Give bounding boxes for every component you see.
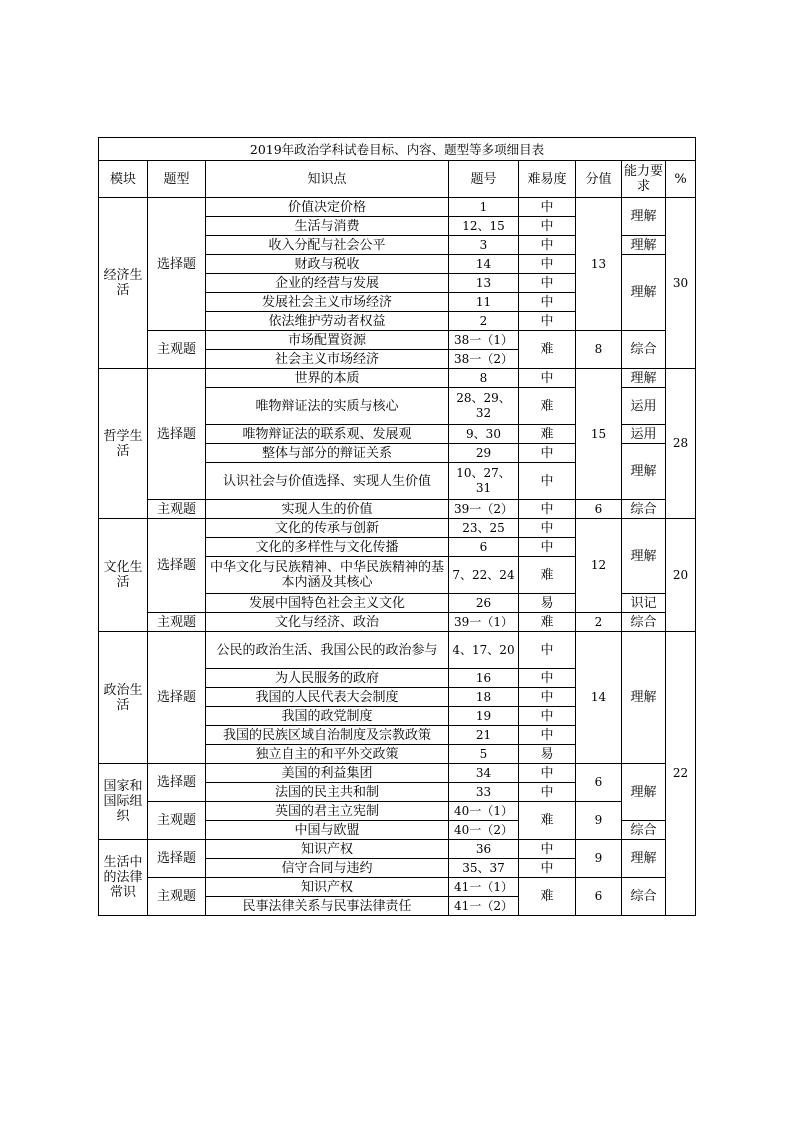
knowledge-cell: 世界的本质 [206,369,449,388]
table-row [99,632,696,669]
difficulty-cell: 中 [519,444,576,463]
score-cell: 13 [576,198,622,331]
difficulty-cell: 难 [519,425,576,444]
knowledge-cell: 企业的经营与发展 [206,274,449,293]
qnum-cell: 18 [449,688,519,707]
qnum-cell: 16 [449,669,519,688]
header-module: 模块 [99,161,148,198]
difficulty-cell: 中 [519,783,576,802]
qnum-cell: 40一（2） [449,821,519,840]
knowledge-cell: 文化与经济、政治 [206,613,449,632]
knowledge-cell: 依法维护劳动者权益 [206,312,449,331]
qtype-cell: 主观题 [148,331,206,369]
knowledge-cell: 英国的君主立宪制 [206,802,449,821]
table-title: 2019年政治学科试卷目标、内容、题型等多项细目表 [99,138,696,161]
difficulty-cell: 难 [519,557,576,594]
difficulty-cell: 中 [519,726,576,745]
difficulty-cell: 中 [519,707,576,726]
qnum-cell: 13 [449,274,519,293]
difficulty-cell: 难 [519,802,576,840]
ability-cell: 理解 [622,632,666,764]
percent-cell: 28 [666,369,696,519]
qnum-cell: 11 [449,293,519,312]
difficulty-cell: 中 [519,369,576,388]
ability-cell: 理解 [622,236,666,255]
qtype-cell: 主观题 [148,613,206,632]
qtype-cell: 主观题 [148,802,206,840]
ability-cell: 运用 [622,388,666,425]
knowledge-cell: 整体与部分的辩证关系 [206,444,449,463]
difficulty-cell: 中 [519,632,576,669]
difficulty-cell: 中 [519,538,576,557]
header-qnum: 题号 [449,161,519,198]
ability-cell: 理解 [622,519,666,594]
score-cell: 9 [576,802,622,840]
qtype-cell: 选择题 [148,840,206,878]
difficulty-cell: 中 [519,840,576,859]
difficulty-cell: 中 [519,236,576,255]
qnum-cell: 40一（1） [449,802,519,821]
ability-cell: 综合 [622,878,666,916]
ability-cell: 理解 [622,369,666,388]
qnum-cell: 3 [449,236,519,255]
qnum-cell: 2 [449,312,519,331]
module-cell: 哲学生活 [99,369,148,519]
score-cell: 9 [576,840,622,878]
knowledge-cell: 唯物辩证法的实质与核心 [206,388,449,425]
difficulty-cell: 难 [519,878,576,916]
module-cell: 生活中的法律常识 [99,840,148,916]
knowledge-cell: 发展社会主义市场经济 [206,293,449,312]
percent-cell: 30 [666,198,696,369]
ability-cell: 综合 [622,500,666,519]
qtype-cell: 选择题 [148,519,206,613]
score-cell: 14 [576,632,622,764]
qnum-cell: 4、17、20 [449,632,519,669]
qnum-cell: 35、37 [449,859,519,878]
knowledge-cell: 我国的人民代表大会制度 [206,688,449,707]
ability-cell: 理解 [622,444,666,500]
percent-cell: 22 [666,632,696,916]
knowledge-cell: 我国的政党制度 [206,707,449,726]
difficulty-cell: 中 [519,519,576,538]
ability-cell: 理解 [622,198,666,236]
knowledge-cell: 法国的民主共和制 [206,783,449,802]
knowledge-cell: 知识产权 [206,840,449,859]
difficulty-cell: 难 [519,331,576,369]
ability-cell: 理解 [622,840,666,878]
difficulty-cell: 难 [519,613,576,632]
difficulty-cell: 中 [519,217,576,236]
knowledge-cell: 文化的多样性与文化传播 [206,538,449,557]
table-row [99,331,696,350]
knowledge-cell: 财政与税收 [206,255,449,274]
qnum-cell: 41一（1） [449,878,519,897]
qnum-cell: 38一（2） [449,350,519,369]
difficulty-cell: 中 [519,669,576,688]
score-cell: 6 [576,764,622,802]
header-knowledge: 知识点 [206,161,449,198]
knowledge-cell: 文化的传承与创新 [206,519,449,538]
difficulty-cell: 中 [519,198,576,217]
table-row [99,519,696,538]
table-row [99,500,696,519]
difficulty-cell: 中 [519,764,576,783]
header-row [99,161,696,198]
header-score: 分值 [576,161,622,198]
knowledge-cell: 收入分配与社会公平 [206,236,449,255]
knowledge-cell: 知识产权 [206,878,449,897]
knowledge-cell: 我国的民族区域自治制度及宗教政策 [206,726,449,745]
qnum-cell: 39一（2） [449,500,519,519]
knowledge-cell: 社会主义市场经济 [206,350,449,369]
table-row [99,764,696,783]
qnum-cell: 5 [449,745,519,764]
score-cell: 6 [576,500,622,519]
qtype-cell: 选择题 [148,369,206,500]
score-cell: 8 [576,331,622,369]
module-cell: 文化生活 [99,519,148,632]
qnum-cell: 33 [449,783,519,802]
qnum-cell: 28、29、32 [449,388,519,425]
difficulty-cell: 中 [519,500,576,519]
knowledge-cell: 美国的利益集团 [206,764,449,783]
ability-cell: 综合 [622,821,666,840]
qnum-cell: 36 [449,840,519,859]
module-cell: 国家和国际组织 [99,764,148,840]
difficulty-cell: 中 [519,274,576,293]
qnum-cell: 9、30 [449,425,519,444]
qnum-cell: 21 [449,726,519,745]
knowledge-cell: 公民的政治生活、我国公民的政治参与 [206,632,449,669]
difficulty-cell: 中 [519,293,576,312]
knowledge-cell: 市场配置资源 [206,331,449,350]
knowledge-cell: 中国与欧盟 [206,821,449,840]
qnum-cell: 23、25 [449,519,519,538]
qnum-cell: 6 [449,538,519,557]
score-cell: 15 [576,369,622,500]
knowledge-cell: 中华文化与民族精神、中华民族精神的基本内涵及其核心 [206,557,449,594]
qnum-cell: 10、27、31 [449,463,519,500]
score-cell: 2 [576,613,622,632]
header-difficulty: 难易度 [519,161,576,198]
difficulty-cell: 易 [519,594,576,613]
qnum-cell: 39一（1） [449,613,519,632]
knowledge-cell: 生活与消费 [206,217,449,236]
difficulty-cell: 易 [519,745,576,764]
qnum-cell: 1 [449,198,519,217]
qnum-cell: 26 [449,594,519,613]
knowledge-cell: 信守合同与违约 [206,859,449,878]
ability-cell: 识记 [622,594,666,613]
knowledge-cell: 认识社会与价值选择、实现人生价值 [206,463,449,500]
header-ability: 能力要求 [622,161,666,198]
difficulty-cell: 中 [519,463,576,500]
qnum-cell: 19 [449,707,519,726]
table-row [99,613,696,632]
qnum-cell: 41一（2） [449,897,519,916]
header-percent: % [666,161,696,198]
ability-cell: 综合 [622,613,666,632]
ability-cell: 理解 [622,255,666,331]
qnum-cell: 29 [449,444,519,463]
knowledge-cell: 为人民服务的政府 [206,669,449,688]
difficulty-cell: 中 [519,312,576,331]
table-row [99,198,696,217]
knowledge-cell: 民事法律关系与民事法律责任 [206,897,449,916]
difficulty-cell: 难 [519,388,576,425]
score-cell: 12 [576,519,622,613]
spec-table [98,137,696,916]
difficulty-cell: 中 [519,859,576,878]
qnum-cell: 8 [449,369,519,388]
score-cell: 6 [576,878,622,916]
qnum-cell: 34 [449,764,519,783]
qtype-cell: 选择题 [148,198,206,331]
ability-cell: 理解 [622,764,666,821]
qnum-cell: 14 [449,255,519,274]
knowledge-cell: 发展中国特色社会主义文化 [206,594,449,613]
qnum-cell: 12、15 [449,217,519,236]
header-qtype: 题型 [148,161,206,198]
qtype-cell: 选择题 [148,632,206,764]
knowledge-cell: 独立自主的和平外交政策 [206,745,449,764]
knowledge-cell: 唯物辩证法的联系观、发展观 [206,425,449,444]
qnum-cell: 7、22、24 [449,557,519,594]
percent-cell: 20 [666,519,696,632]
qnum-cell: 38一（1） [449,331,519,350]
ability-cell: 运用 [622,425,666,444]
qtype-cell: 主观题 [148,878,206,916]
qtype-cell: 主观题 [148,500,206,519]
knowledge-cell: 实现人生的价值 [206,500,449,519]
difficulty-cell: 中 [519,255,576,274]
table-row [99,878,696,897]
table-row [99,802,696,821]
qtype-cell: 选择题 [148,764,206,802]
module-cell: 政治生活 [99,632,148,764]
ability-cell: 综合 [622,331,666,369]
table-row [99,840,696,859]
difficulty-cell: 中 [519,688,576,707]
knowledge-cell: 价值决定价格 [206,198,449,217]
module-cell: 经济生活 [99,198,148,369]
table-row [99,369,696,388]
